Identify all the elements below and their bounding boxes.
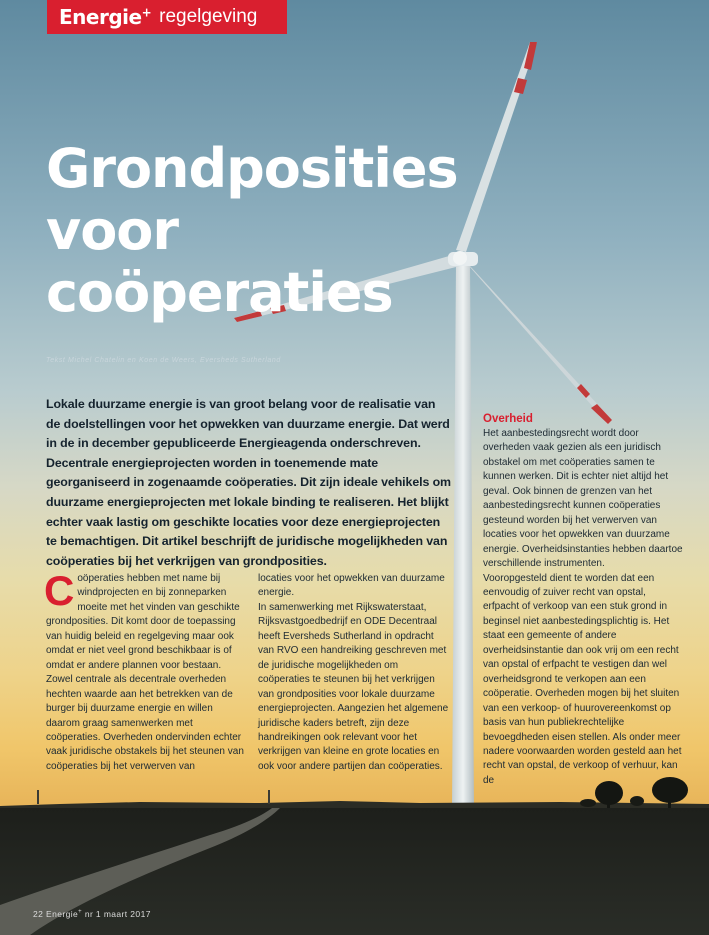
title-line: coöperaties — [46, 261, 393, 324]
title-line: voor — [46, 199, 179, 262]
body-paragraph: locaties voor het opwekken van duurzame energie. — [258, 573, 445, 599]
article-intro: Lokale duurzame energie is van groot belang voor de realisatie van de doelstellingen voor het opwekken van duurzame energie. Dat werd in de in december gepubliceerde Energieagenda onderschreven. Decentrale energieprojecten worden in toenemende mate georganiseerd in zogenaamde coöperaties. Dit zijn ideale vehikels om duurzame energieprojecten met lokale binding te realiseren. Het blijkt echter vaak lastig om geschikte locaties voor deze energieprojecten te bemachtigen. Dit artikel beschrijft de juridische mogelijkheden van coöperaties bij het verkrijgen van grondposities. — [46, 397, 451, 568]
section-header-tag — [47, 0, 287, 34]
byline: Tekst Michel Chatelin en Koen de Weers, Eversheds Sutherland — [46, 357, 281, 364]
title-line: Grondposities — [46, 137, 458, 200]
subheading: Overheid — [483, 413, 533, 425]
page-number: 22 — [33, 909, 44, 919]
body-paragraph: In samenwerking met Rijkswaterstaat, Rijksvastgoedbedrijf en ODE Decentraal heeft Eversheds Sutherland in opdracht van RVO een handreiking geschreven met de juridische mogelijkheden om coöperaties te steunen bij het verkrijgen van grondposities voor lokale duurzame energieprojecten. Aangezien het algemene juridische kaders betreft, zijn deze handreikingen ook relevant voor het verkrijgen van kleine en grote locaties en ook voor andere partijen dan coöperaties. — [258, 601, 449, 772]
article-title — [46, 138, 458, 324]
body-paragraph: Vooropgesteld dient te worden dat een eenvoudig of zuiver recht van opstal, erfpacht of verkoop van een stuk grond in beginsel niet aanbestedingsplichtig is. Het staat een gemeente of andere overheidsinstantie dan ook vrij om een recht van opstal of erfpacht te vestigen dan wel overheidsgrond te verkopen aan een coöperatie. Overheden mogen bij het sluiten van een verkoop- of huurovereenkomst op basis van hun publiekrechtelijke bevoegdheden eisen stellen. Als onder meer nadere voorwaarden worden gesteld aan het recht van opstal, de verkoop of verhuur, kan de — [483, 572, 682, 786]
magazine-logo: Energie+ — [59, 5, 152, 29]
body-text: oöperaties hebben met name bij windprojecten en bij zonneparken moeite met het vinden van geschikte grondposities. Dit komt door de toepassing van huidig beleid en regelgeving maar ook omdat er niet veel grond beschikbaar is of omdat er andere plannen voor bestaan. Zowel centrale als decentrale overheden hechten waarde aan het betrekken van de burger bij duurzame energie en willen daarom graag samenwerken met coöperaties. Overheden ondervinden echter vaak juridische obstakels bij het steunen van coöperaties bij het verwerven van — [46, 573, 244, 772]
section-label: regelgeving — [159, 6, 258, 27]
page-footer — [33, 909, 151, 919]
body-column-2 — [258, 572, 451, 774]
drop-cap: C — [44, 567, 75, 614]
body-paragraph: Het aanbestedingsrecht wordt door overheden vaak gezien als een juridisch obstakel om met coöperaties samen te kunnen werken. Dit is echter niet altijd het geval. Ook binnen de grenzen van het aanbestedingsrecht kunnen coöperaties gesteund worden bij het verwerven van locaties voor het opwekken van duurzame energie. Overheidsinstanties hebben daartoe verschillende instrumenten. — [483, 428, 683, 570]
footer-issue: nr 1 maart 2017 — [84, 909, 151, 919]
body-column-3 — [483, 412, 683, 788]
footer-magazine: Energie+ — [46, 909, 83, 919]
body-column-1 — [44, 567, 244, 774]
